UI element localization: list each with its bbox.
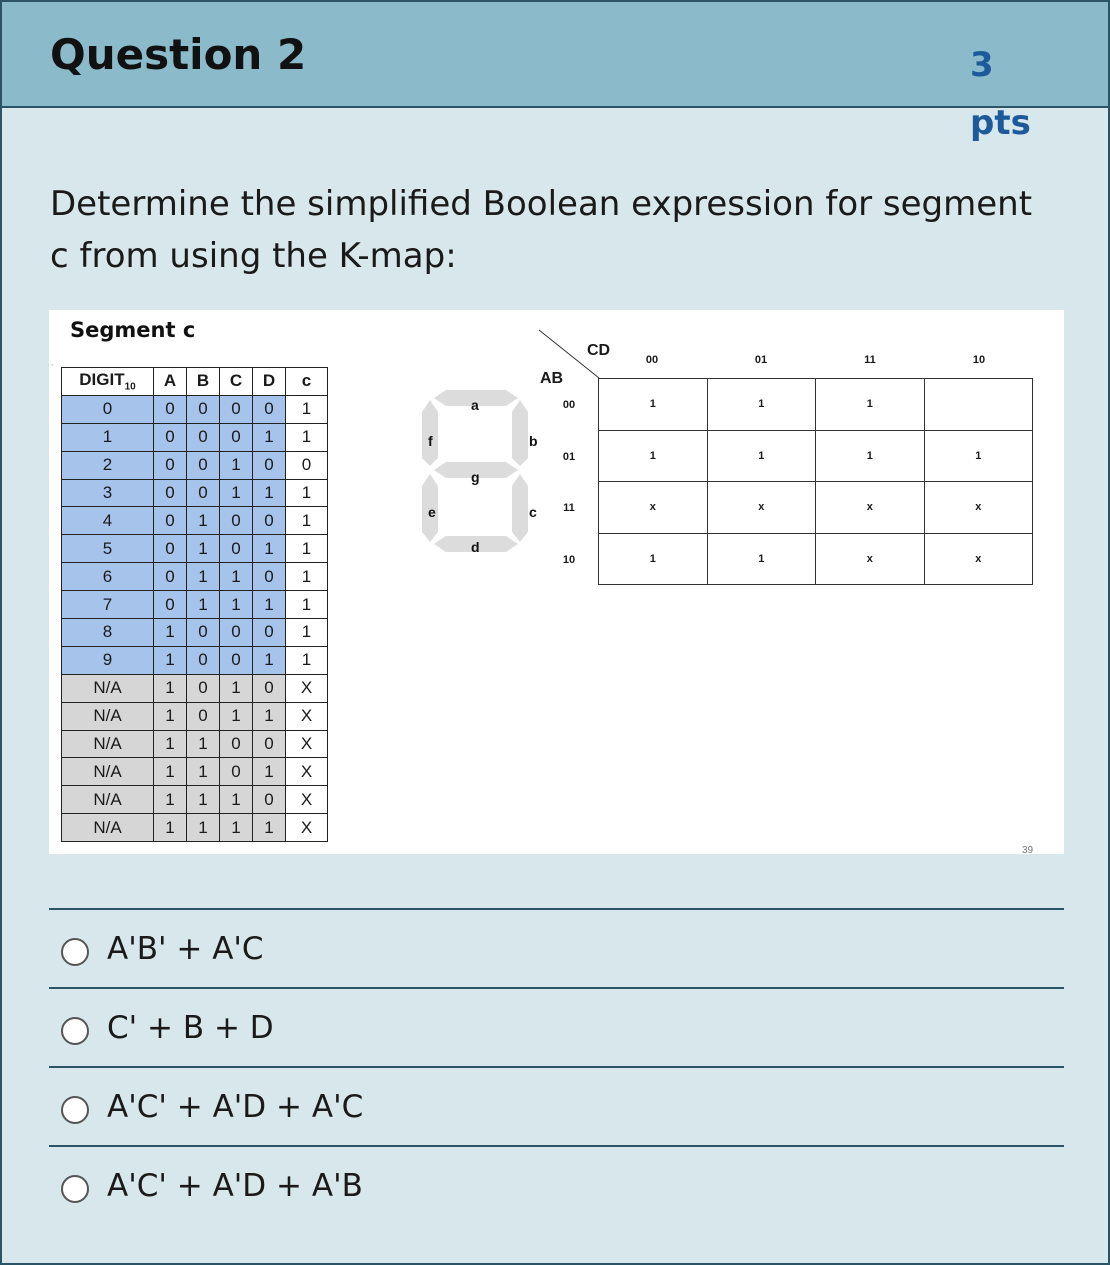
kmap-cell: 1 xyxy=(599,533,708,585)
truth-table-cell: 1 xyxy=(253,646,286,674)
truth-table-cell: 0 xyxy=(187,702,220,730)
truth-table-cell: 0 xyxy=(187,619,220,647)
segment-b-shape xyxy=(512,400,528,466)
truth-table-cell: 1 xyxy=(154,702,187,730)
truth-table-cell: 1 xyxy=(220,814,253,842)
radio-button[interactable] xyxy=(61,1175,89,1203)
truth-table-cell: 1 xyxy=(154,730,187,758)
segment-c-shape xyxy=(512,474,528,542)
truth-table-row xyxy=(62,563,328,591)
question-header xyxy=(2,2,1108,143)
truth-table-cell: 9 xyxy=(62,646,154,674)
truth-table-cell: 1 xyxy=(220,702,253,730)
truth-table-cell: 0 xyxy=(253,674,286,702)
kmap-cell: 1 xyxy=(707,379,816,431)
truth-table-cell: 1 xyxy=(220,786,253,814)
answer-option[interactable] xyxy=(49,1066,1064,1145)
truth-table-cell: 0 xyxy=(253,507,286,535)
kmap-row xyxy=(599,482,1033,534)
truth-table-row xyxy=(62,814,328,842)
truth-table-cell: 0 xyxy=(220,758,253,786)
truth-table-cell: 1 xyxy=(154,674,187,702)
truth-table-row xyxy=(62,646,328,674)
kmap-cell: 1 xyxy=(816,379,925,431)
kmap-col-header: 10 xyxy=(972,354,986,366)
truth-table-cell: 1 xyxy=(253,535,286,563)
truth-table-cell: 0 xyxy=(253,730,286,758)
truth-table-row xyxy=(62,758,328,786)
kmap-cell: 1 xyxy=(816,430,925,482)
truth-table-cell: 0 xyxy=(220,535,253,563)
truth-table-cell: 0 xyxy=(154,563,187,591)
truth-table-cell: 1 xyxy=(62,423,154,451)
truth-table-cell: 0 xyxy=(187,674,220,702)
truth-table-cell: 1 xyxy=(187,507,220,535)
truth-table-body xyxy=(62,395,328,841)
answer-label: C' + B + D xyxy=(107,1009,274,1046)
truth-table-cell: X xyxy=(286,786,328,814)
truth-table-cell: 1 xyxy=(253,702,286,730)
answer-label: A'C' + A'D + A'C xyxy=(107,1088,364,1125)
truth-table-cell: 5 xyxy=(62,535,154,563)
question-figure xyxy=(49,310,1064,854)
truth-table-cell: 1 xyxy=(253,479,286,507)
truth-table-cell: 1 xyxy=(253,814,286,842)
truth-table-cell: 0 xyxy=(220,646,253,674)
truth-table-cell: 0 xyxy=(220,730,253,758)
truth-table-row xyxy=(62,507,328,535)
truth-table-cell: X xyxy=(286,730,328,758)
segment-label-a: a xyxy=(471,397,479,413)
truth-table-cell: 0 xyxy=(187,479,220,507)
truth-table-cell: 1 xyxy=(187,758,220,786)
kmap-cell: x xyxy=(816,533,925,585)
truth-table-row xyxy=(62,619,328,647)
truth-table-row xyxy=(62,591,328,619)
answer-option[interactable] xyxy=(49,1145,1064,1224)
kmap-row-header: 01 xyxy=(562,451,576,463)
truth-table-cell: 0 xyxy=(187,451,220,479)
segment-label-b: b xyxy=(529,433,538,449)
truth-table-cell: 0 xyxy=(154,423,187,451)
truth-table-cell: N/A xyxy=(62,814,154,842)
truth-table-cell: 7 xyxy=(62,591,154,619)
kmap-cell: 1 xyxy=(924,430,1033,482)
header-segment-c: c xyxy=(286,368,328,396)
kmap-cell: x xyxy=(924,482,1033,534)
segment-label-e: e xyxy=(428,504,436,520)
truth-table-cell: X xyxy=(286,814,328,842)
truth-table-cell: 1 xyxy=(253,591,286,619)
header-digit: $DIGIT_{10}$ xyxy=(62,368,154,396)
truth-table-cell: 1 xyxy=(220,479,253,507)
truth-table-cell: 0 xyxy=(220,507,253,535)
truth-table-cell: 0 xyxy=(220,619,253,647)
truth-table-cell: 1 xyxy=(286,535,328,563)
kmap-cell xyxy=(924,379,1033,431)
truth-table-row xyxy=(62,674,328,702)
truth-table-cell: X xyxy=(286,702,328,730)
radio-button[interactable] xyxy=(61,1096,89,1124)
truth-table-cell: 1 xyxy=(286,395,328,423)
segment-label-g: g xyxy=(471,469,480,485)
truth-table-row xyxy=(62,423,328,451)
truth-table-cell: 1 xyxy=(220,591,253,619)
truth-table-cell: 0 xyxy=(154,591,187,619)
segment-label-d: d xyxy=(471,539,480,555)
truth-table-cell: 0 xyxy=(220,395,253,423)
truth-table-cell: X xyxy=(286,758,328,786)
truth-table-cell: 0 xyxy=(154,507,187,535)
truth-table-cell: 0 xyxy=(220,423,253,451)
truth-table-cell: 1 xyxy=(286,479,328,507)
truth-table-cell: 2 xyxy=(62,451,154,479)
truth-table-cell: 1 xyxy=(187,786,220,814)
truth-table-cell: 0 xyxy=(62,395,154,423)
truth-table-cell: 6 xyxy=(62,563,154,591)
truth-table-cell: N/A xyxy=(62,730,154,758)
truth-table-cell: 0 xyxy=(154,395,187,423)
kmap-row-header: 00 xyxy=(562,399,576,411)
truth-table-cell: 1 xyxy=(286,507,328,535)
truth-table-cell: 8 xyxy=(62,619,154,647)
truth-table-cell: 1 xyxy=(154,814,187,842)
truth-table-cell: 1 xyxy=(286,646,328,674)
truth-table-cell: N/A xyxy=(62,786,154,814)
figure-marker: ˯ xyxy=(51,357,54,367)
kmap-cell: 1 xyxy=(707,430,816,482)
truth-table-cell: 1 xyxy=(187,814,220,842)
truth-table-cell: 0 xyxy=(253,786,286,814)
truth-table-cell: N/A xyxy=(62,674,154,702)
truth-table-cell: 1 xyxy=(154,619,187,647)
truth-table-cell: 1 xyxy=(253,758,286,786)
truth-table-cell: 0 xyxy=(286,451,328,479)
truth-table-cell: 1 xyxy=(220,451,253,479)
truth-table xyxy=(61,367,328,842)
truth-table-cell: 1 xyxy=(220,563,253,591)
kmap-cell: x xyxy=(924,533,1033,585)
question-prompt: Determine the simplified Boolean expression for segment c from using the K-map: xyxy=(50,184,1033,276)
truth-table-cell: 0 xyxy=(253,619,286,647)
truth-table-cell: 1 xyxy=(154,646,187,674)
segment-label-f: f xyxy=(428,433,433,449)
truth-table-row xyxy=(62,786,328,814)
truth-table-cell: 0 xyxy=(154,451,187,479)
kmap-cell: 1 xyxy=(707,533,816,585)
truth-table-cell: 0 xyxy=(253,395,286,423)
karnaugh-map xyxy=(598,378,1033,585)
kmap-row-header: 10 xyxy=(562,554,576,566)
kmap-cell: x xyxy=(707,482,816,534)
truth-table-cell: 1 xyxy=(187,591,220,619)
kmap-col-header: 01 xyxy=(754,354,768,366)
points-label: 3 pts xyxy=(970,45,1031,143)
kmap-body xyxy=(599,379,1033,585)
truth-table-cell: 0 xyxy=(187,423,220,451)
truth-table-row xyxy=(62,395,328,423)
truth-table-cell: 1 xyxy=(154,786,187,814)
figure-page-number: 39 xyxy=(1022,845,1034,856)
truth-table-cell: 0 xyxy=(187,646,220,674)
truth-table-row xyxy=(62,479,328,507)
truth-table-cell: 1 xyxy=(154,758,187,786)
kmap-cell: 1 xyxy=(599,379,708,431)
truth-table-row xyxy=(62,451,328,479)
header-c: C xyxy=(220,368,253,396)
kmap-row-header: 11 xyxy=(563,502,575,514)
truth-table-cell: 0 xyxy=(253,451,286,479)
truth-table-cell: 0 xyxy=(154,479,187,507)
radio-button[interactable] xyxy=(61,938,89,966)
figure-title: Segment c xyxy=(70,318,196,342)
truth-table-cell: N/A xyxy=(62,702,154,730)
kmap-cell: x xyxy=(816,482,925,534)
truth-table-cell: 1 xyxy=(286,591,328,619)
kmap-cell: x xyxy=(599,482,708,534)
answer-options xyxy=(49,908,1064,1224)
kmap-cell: 1 xyxy=(599,430,708,482)
question-title: Question 2 xyxy=(50,30,307,79)
segment-label-c: c xyxy=(529,504,537,520)
answer-label: A'B' + A'C xyxy=(107,930,264,967)
header-b: B xyxy=(187,368,220,396)
answer-option[interactable] xyxy=(49,908,1064,987)
truth-table-cell: 1 xyxy=(286,619,328,647)
truth-table-cell: 3 xyxy=(62,479,154,507)
truth-table-cell: 0 xyxy=(253,563,286,591)
truth-table-cell: N/A xyxy=(62,758,154,786)
truth-table-cell: 1 xyxy=(187,730,220,758)
answer-option[interactable] xyxy=(49,987,1064,1066)
truth-table-cell: 0 xyxy=(154,535,187,563)
kmap-row-variable: AB xyxy=(540,370,564,387)
truth-table-cell: 1 xyxy=(253,423,286,451)
truth-table-cell: 1 xyxy=(220,674,253,702)
truth-table-cell: 0 xyxy=(187,395,220,423)
truth-table-row xyxy=(62,535,328,563)
radio-button[interactable] xyxy=(61,1017,89,1045)
kmap-col-variable: CD xyxy=(587,342,611,359)
kmap-row xyxy=(599,533,1033,585)
truth-table-header xyxy=(62,368,328,396)
header-d: D xyxy=(253,368,286,396)
truth-table-cell: 1 xyxy=(187,563,220,591)
seven-segment-display xyxy=(416,390,536,560)
truth-table-cell: 4 xyxy=(62,507,154,535)
truth-table-cell: 1 xyxy=(286,563,328,591)
kmap-row xyxy=(599,379,1033,431)
truth-table-row xyxy=(62,702,328,730)
truth-table-cell: 1 xyxy=(286,423,328,451)
header-a: A xyxy=(154,368,187,396)
answer-label: A'C' + A'D + A'B xyxy=(107,1167,363,1204)
truth-table-cell: X xyxy=(286,674,328,702)
kmap-col-header: 00 xyxy=(645,354,659,366)
kmap-row xyxy=(599,430,1033,482)
truth-table-row xyxy=(62,730,328,758)
kmap-col-header: 11 xyxy=(864,354,876,366)
truth-table-cell: 1 xyxy=(187,535,220,563)
